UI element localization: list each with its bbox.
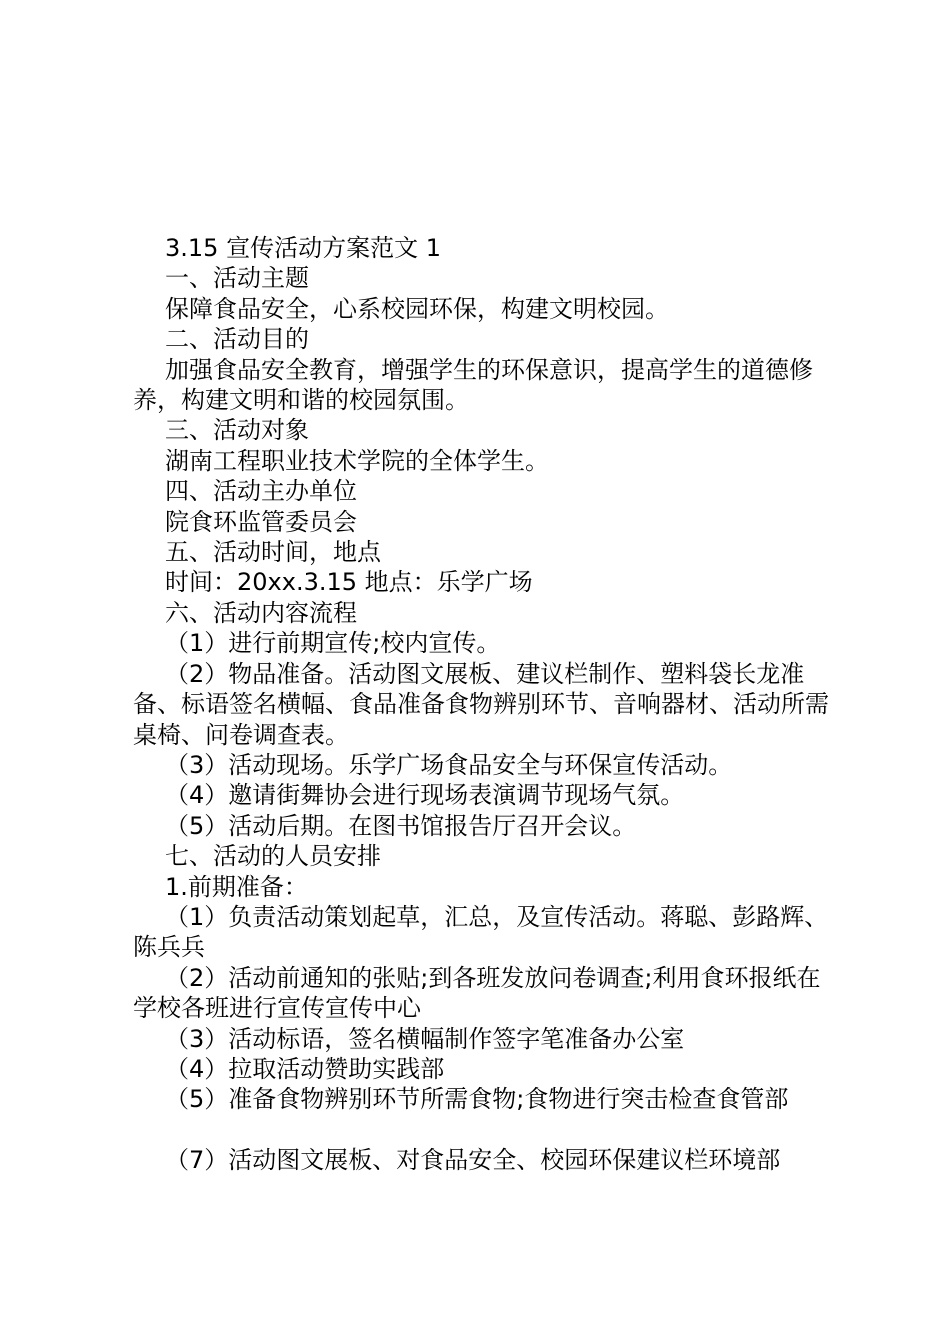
paragraph-purpose: 加强食品安全教育，增强学生的环保意识，提高学生的道德修养，构建文明和谐的校园氛围。 [133,355,813,415]
section-heading-audience: 三、活动对象 [165,416,309,445]
section-heading-content: 六、活动内容流程 [165,598,357,627]
list-item: （4）拉取活动赞助实践部 [165,1054,445,1083]
subheading-preparation: 1.前期准备： [165,872,308,901]
list-item: （3）活动标语，签名横幅制作签字笔准备办公室 [165,1024,685,1053]
blank-line [133,1115,833,1145]
list-item: （5）准备食物辨别环节所需食物;食物进行突击检查食管部 [165,1085,789,1114]
section-heading-purpose: 二、活动目的 [165,325,309,354]
paragraph-theme: 保障食品安全，心系校园环保，构建文明校园。 [165,294,669,323]
list-item: （1）进行前期宣传;校内宣传。 [165,629,501,658]
section-heading-staffing: 七、活动的人员安排 [165,842,381,871]
section-heading-theme: 一、活动主题 [165,264,309,293]
list-item: （7）活动图文展板、对食品安全、校园环保建议栏环境部 [165,1146,781,1175]
paragraph-time-place: 时间：20xx.3.15 地点：乐学广场 [165,568,533,597]
paragraph-organizer: 院食环监管委员会 [165,507,357,536]
list-item: （1）负责活动策划起草，汇总，及宣传活动。蒋聪、彭路辉、陈兵兵 [133,902,829,962]
doc-title: 3.15 宣传活动方案范文 1 [165,234,441,262]
list-item: （4）邀请街舞协会进行现场表演调节现场气氛。 [165,781,685,810]
list-item: （2）物品准备。活动图文展板、建议栏制作、塑料袋长龙准备、标语签名横幅、食品准备食物辨别环节、音响器材、活动所需桌椅、问卷调查表。 [133,659,829,749]
document-body [133,233,833,1176]
section-heading-organizer: 四、活动主办单位 [165,477,357,506]
list-item: （2）活动前通知的张贴;到各班发放问卷调查;利用食环报纸在学校各班进行宣传宣传中心 [133,963,821,1023]
section-heading-time-place: 五、活动时间，地点 [165,538,381,567]
list-item: （5）活动后期。在图书馆报告厅召开会议。 [165,811,637,840]
paragraph-audience: 湖南工程职业技术学院的全体学生。 [165,446,549,475]
list-item: （3）活动现场。乐学广场食品安全与环保宣传活动。 [165,750,733,779]
